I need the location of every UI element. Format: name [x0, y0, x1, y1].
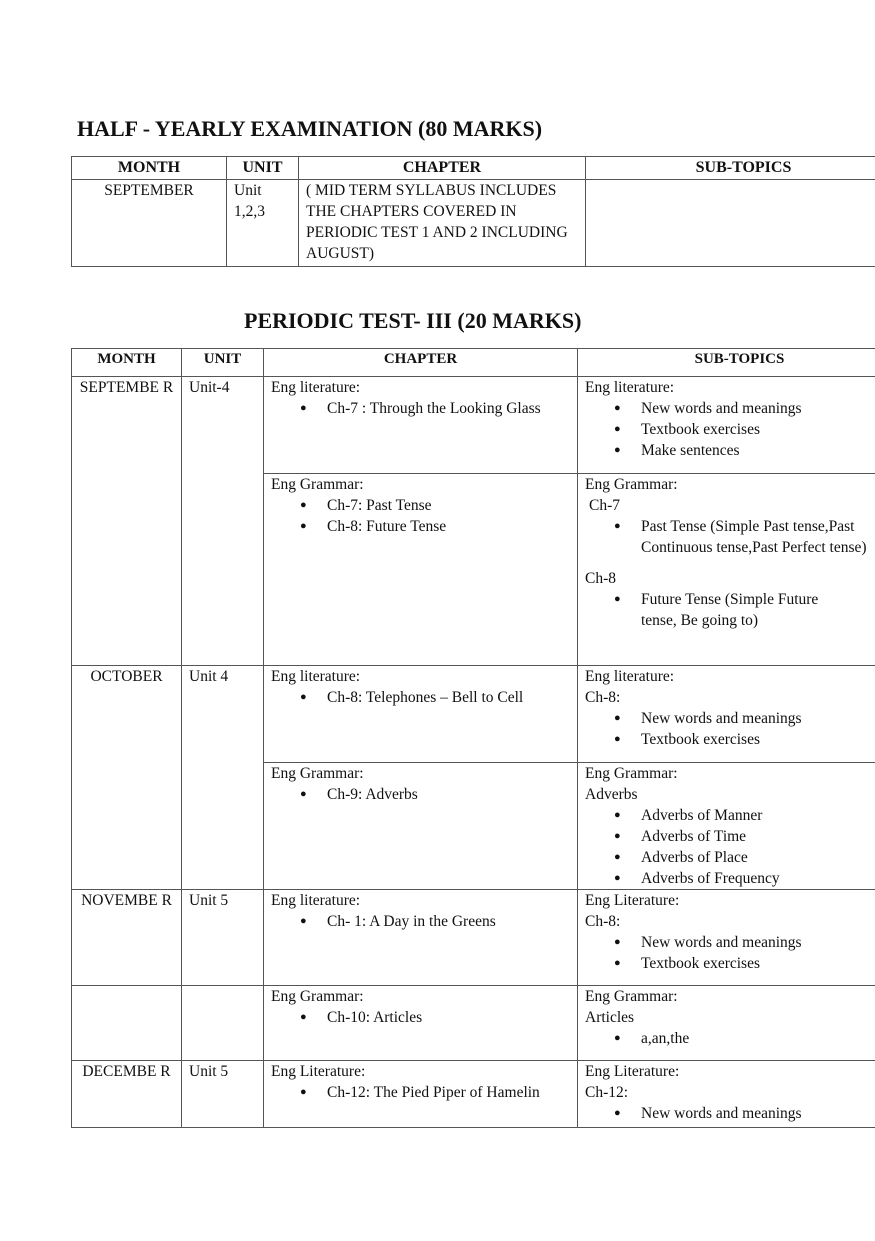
unit-cell-empty: [182, 986, 264, 1061]
header-chapter: CHAPTER: [264, 349, 578, 377]
list-item: ● Adverbs of Frequency: [641, 868, 875, 889]
list-item: ● Ch-12: The Pied Piper of Hamelin: [327, 1082, 570, 1103]
half-yearly-title: HALF - YEARLY EXAMINATION (80 MARKS): [77, 116, 543, 141]
table-row: [72, 986, 875, 1061]
section-label: Eng Literature:: [271, 1063, 366, 1080]
month-cell: OCTOBER: [72, 666, 182, 890]
chapter-cell: [264, 474, 578, 666]
sub-label: Ch-12:: [585, 1084, 629, 1101]
section-label: Eng Grammar:: [585, 988, 678, 1005]
list-item: ● a,an,the: [641, 1028, 875, 1049]
list-item: ● New words and meanings: [641, 932, 875, 953]
list-item: ● Ch- 1: A Day in the Greens: [327, 911, 570, 932]
unit-cell: Unit-4: [182, 377, 264, 666]
section-label: Eng Grammar:: [271, 988, 364, 1005]
section-label: Eng Grammar:: [271, 765, 364, 782]
sub-label: Ch-8:: [585, 913, 621, 930]
table-row: [72, 180, 875, 267]
list-item: ● New words and meanings: [641, 1103, 875, 1124]
list-item: ● Adverbs of Place: [641, 847, 875, 868]
list-item: ● New words and meanings: [641, 708, 875, 729]
subtopics-cell: [578, 377, 875, 474]
month-cell: SEPTEMBER: [72, 180, 227, 267]
table-row: [72, 1061, 875, 1128]
unit-cell: Unit 5: [182, 1061, 264, 1128]
list-item: ● Make sentences: [641, 440, 875, 461]
pt3-table: [71, 348, 875, 1128]
section-label: Eng literature:: [585, 379, 675, 396]
subtopics-cell: [578, 474, 875, 666]
header-chapter: CHAPTER: [299, 157, 586, 180]
sub-label: Adverbs: [585, 786, 638, 803]
subtopics-cell: [586, 180, 875, 267]
table-row: [72, 666, 875, 763]
sub-label: Articles: [585, 1009, 635, 1026]
header-month: MONTH: [72, 157, 227, 180]
header-unit: UNIT: [182, 349, 264, 377]
month-cell: SEPTEMBE R: [72, 377, 182, 666]
list-item: ● Textbook exercises: [641, 729, 875, 750]
unit-cell: Unit 5: [182, 890, 264, 986]
subtopics-cell: [578, 986, 875, 1061]
month-cell: DECEMBE R: [72, 1061, 182, 1128]
section-label: Eng Literature:: [585, 1063, 680, 1080]
list-item: ● Future Tense (Simple Future tense, Be going to): [641, 589, 856, 631]
header-subtopics: SUB-TOPICS: [586, 157, 875, 180]
header-unit: UNIT: [227, 157, 299, 180]
list-item: ● Ch-7: Past Tense: [327, 495, 570, 516]
section-label: Eng literature:: [271, 892, 361, 909]
list-item: ● Adverbs of Time: [641, 826, 875, 847]
section-label: Eng literature:: [271, 668, 361, 685]
section-label: Eng literature:: [585, 668, 675, 685]
chapter-cell: [264, 890, 578, 986]
unit-cell: Unit 4: [182, 666, 264, 890]
pt3-title: PERIODIC TEST- III (20 MARKS): [244, 308, 582, 333]
list-item: ● Ch-8: Telephones – Bell to Cell: [327, 687, 570, 708]
list-item: ● New words and meanings: [641, 398, 875, 419]
chapter-cell: [264, 763, 578, 890]
chapter-cell: [264, 986, 578, 1061]
list-item: ● Ch-8: Future Tense: [327, 516, 570, 537]
section-label: Eng Grammar:: [585, 476, 678, 493]
list-item: ● Textbook exercises: [641, 419, 875, 440]
chapter-cell: [264, 1061, 578, 1128]
subtopics-cell: [578, 1061, 875, 1128]
month-cell: NOVEMBE R: [72, 890, 182, 986]
section-label: Eng Grammar:: [271, 476, 364, 493]
sub-label: Ch-8: [585, 570, 616, 587]
section-label: Eng literature:: [271, 379, 361, 396]
month-cell-empty: [72, 986, 182, 1061]
list-item: ● Past Tense (Simple Past tense,Past Continuous tense,Past Perfect tense): [641, 516, 875, 558]
chapter-cell: ( MID TERM SYLLABUS INCLUDES THE CHAPTERS COVERED IN PERIODIC TEST 1 AND 2 INCLUDING AUGUST): [299, 180, 586, 267]
chapter-cell: [264, 377, 578, 474]
sub-label: Ch-8:: [585, 689, 621, 706]
table-row: [72, 377, 875, 474]
header-month: MONTH: [72, 349, 182, 377]
chapter-cell: [264, 666, 578, 763]
unit-cell: Unit 1,2,3: [227, 180, 299, 267]
subtopics-cell: [578, 890, 875, 986]
section-label: Eng Literature:: [585, 892, 680, 909]
subtopics-cell: [578, 666, 875, 763]
sub-label: Ch-7: [589, 497, 620, 514]
half-yearly-table: [71, 156, 875, 267]
header-subtopics: SUB-TOPICS: [578, 349, 875, 377]
section-label: Eng Grammar:: [585, 765, 678, 782]
table-row: [72, 890, 875, 986]
subtopics-cell: [578, 763, 875, 890]
list-item: ● Ch-9: Adverbs: [327, 784, 570, 805]
list-item: ● Ch-10: Articles: [327, 1007, 570, 1028]
list-item: ● Ch-7 : Through the Looking Glass: [327, 398, 570, 419]
list-item: ● Textbook exercises: [641, 953, 875, 974]
list-item: ● Adverbs of Manner: [641, 805, 875, 826]
